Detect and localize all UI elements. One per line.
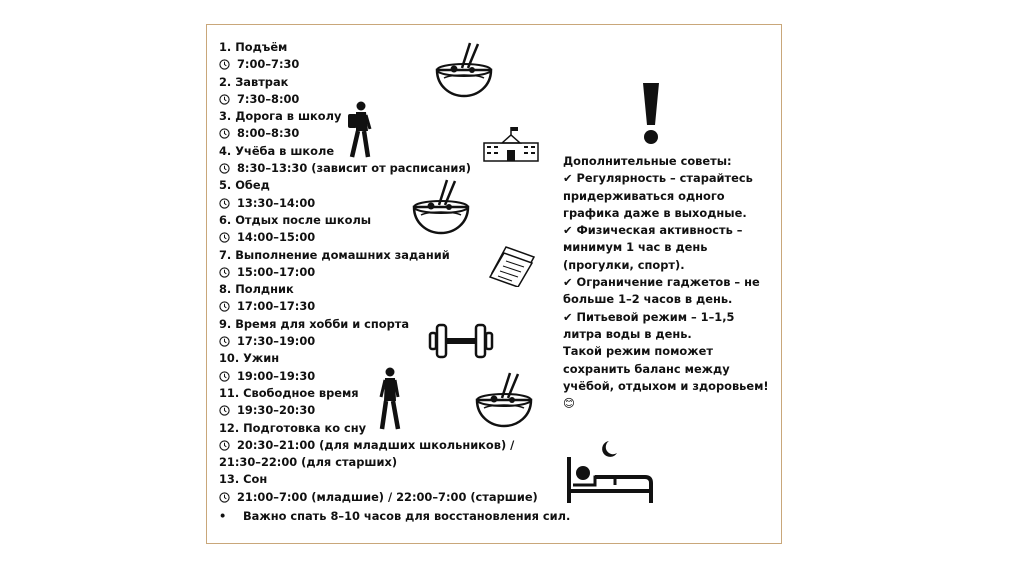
schedule-item: [219, 471, 559, 506]
papers-icon: [488, 243, 540, 287]
clock-icon: [219, 440, 230, 451]
schedule-title: 11. Свободное время: [219, 385, 359, 400]
clock-icon: [219, 405, 230, 416]
schedule-time: 17:00–17:30: [237, 299, 316, 314]
tip-item: ✔ Питьевой режим – 1–1,5 литра воды в день.: [563, 309, 735, 341]
tip-item: ✔ Физическая активность – минимум 1 час в день (прогулки, спорт).: [563, 223, 743, 272]
schedule-time: 7:30–8:00: [237, 91, 300, 106]
exclamation-icon: [637, 81, 665, 147]
dumbbell-icon: [428, 321, 494, 361]
walking-man-icon: [376, 367, 404, 431]
ramen-bowl-icon: [472, 370, 536, 430]
schedule-time: 7:00–7:30: [237, 57, 300, 72]
schedule-title: 13. Сон: [219, 472, 268, 487]
schedule-title: 8. Полдник: [219, 282, 294, 297]
schedule-item: [219, 177, 559, 212]
clock-icon: [219, 267, 230, 278]
clock-icon: [219, 59, 230, 70]
clock-icon: [219, 336, 230, 347]
schedule-title: 12. Подготовка ко сну: [219, 420, 367, 435]
tip-item: ✔ Ограничение гаджетов – не больше 1–2 часов в день.: [563, 275, 760, 307]
schedule-time: 8:00–8:30: [237, 126, 300, 141]
slide-frame: [206, 24, 782, 544]
clock-icon: [219, 198, 230, 209]
clock-icon: [219, 163, 230, 174]
schedule-time: 8:30–13:30 (зависит от расписания): [237, 161, 471, 176]
walking-student-icon: [344, 101, 374, 159]
clock-icon: [219, 232, 230, 243]
schedule-title: 1. Подъём: [219, 40, 288, 54]
clock-icon: [219, 94, 230, 105]
schedule-time: 14:00–15:00: [237, 230, 316, 245]
schedule-title: 5. Обед: [219, 178, 270, 193]
schedule-title: 4. Учёба в школе: [219, 143, 335, 158]
extra-tips: [563, 153, 777, 412]
clock-icon: [219, 301, 230, 312]
ramen-bowl-icon: [409, 177, 473, 237]
schedule-time: 20:30–21:00 (для младших школьников) / 21:30–22:00 (для старших): [219, 437, 515, 470]
tips-closing: Такой режим поможет сохранить баланс между учёбой, отдыхом и здоровьем! 😊: [563, 344, 769, 411]
schedule-time: 21:00–7:00 (младшие) / 22:00–7:00 (старшие): [237, 489, 538, 504]
schedule-title: 10. Ужин: [219, 351, 280, 366]
schedule-title: 6. Отдых после школы: [219, 212, 372, 227]
tips-heading: Дополнительные советы:: [563, 154, 732, 168]
schedule-item: [219, 316, 559, 351]
ramen-bowl-icon: [432, 40, 496, 100]
tip-item: ✔ Регулярность – старайтесь придерживаться одного графика даже в выходные.: [563, 171, 753, 220]
schedule-item: [219, 74, 559, 109]
school-building-icon: [482, 125, 540, 163]
clock-icon: [219, 128, 230, 139]
schedule-time: 19:30–20:30: [237, 403, 316, 418]
clock-icon: [219, 492, 230, 503]
schedule-title: 3. Дорога в школу: [219, 109, 342, 124]
schedule-title: 2. Завтрак: [219, 74, 289, 89]
schedule-item: [219, 39, 559, 74]
schedule-item: [219, 212, 559, 247]
schedule-time: 15:00–17:00: [237, 264, 316, 279]
schedule-time: 19:00–19:30: [237, 368, 316, 383]
sleep-note-text: Важно спать 8–10 часов для восстановления сил.: [243, 509, 571, 524]
sleep-note: [219, 508, 571, 525]
sleeping-bed-icon: [565, 433, 655, 505]
schedule-title: 9. Время для хобби и спорта: [219, 316, 410, 331]
schedule-time: 13:30–14:00: [237, 195, 316, 210]
bullet-marker: •: [219, 509, 227, 524]
schedule-title: 7. Выполнение домашних заданий: [219, 247, 450, 262]
schedule-time: 17:30–19:00: [237, 334, 316, 349]
clock-icon: [219, 371, 230, 382]
